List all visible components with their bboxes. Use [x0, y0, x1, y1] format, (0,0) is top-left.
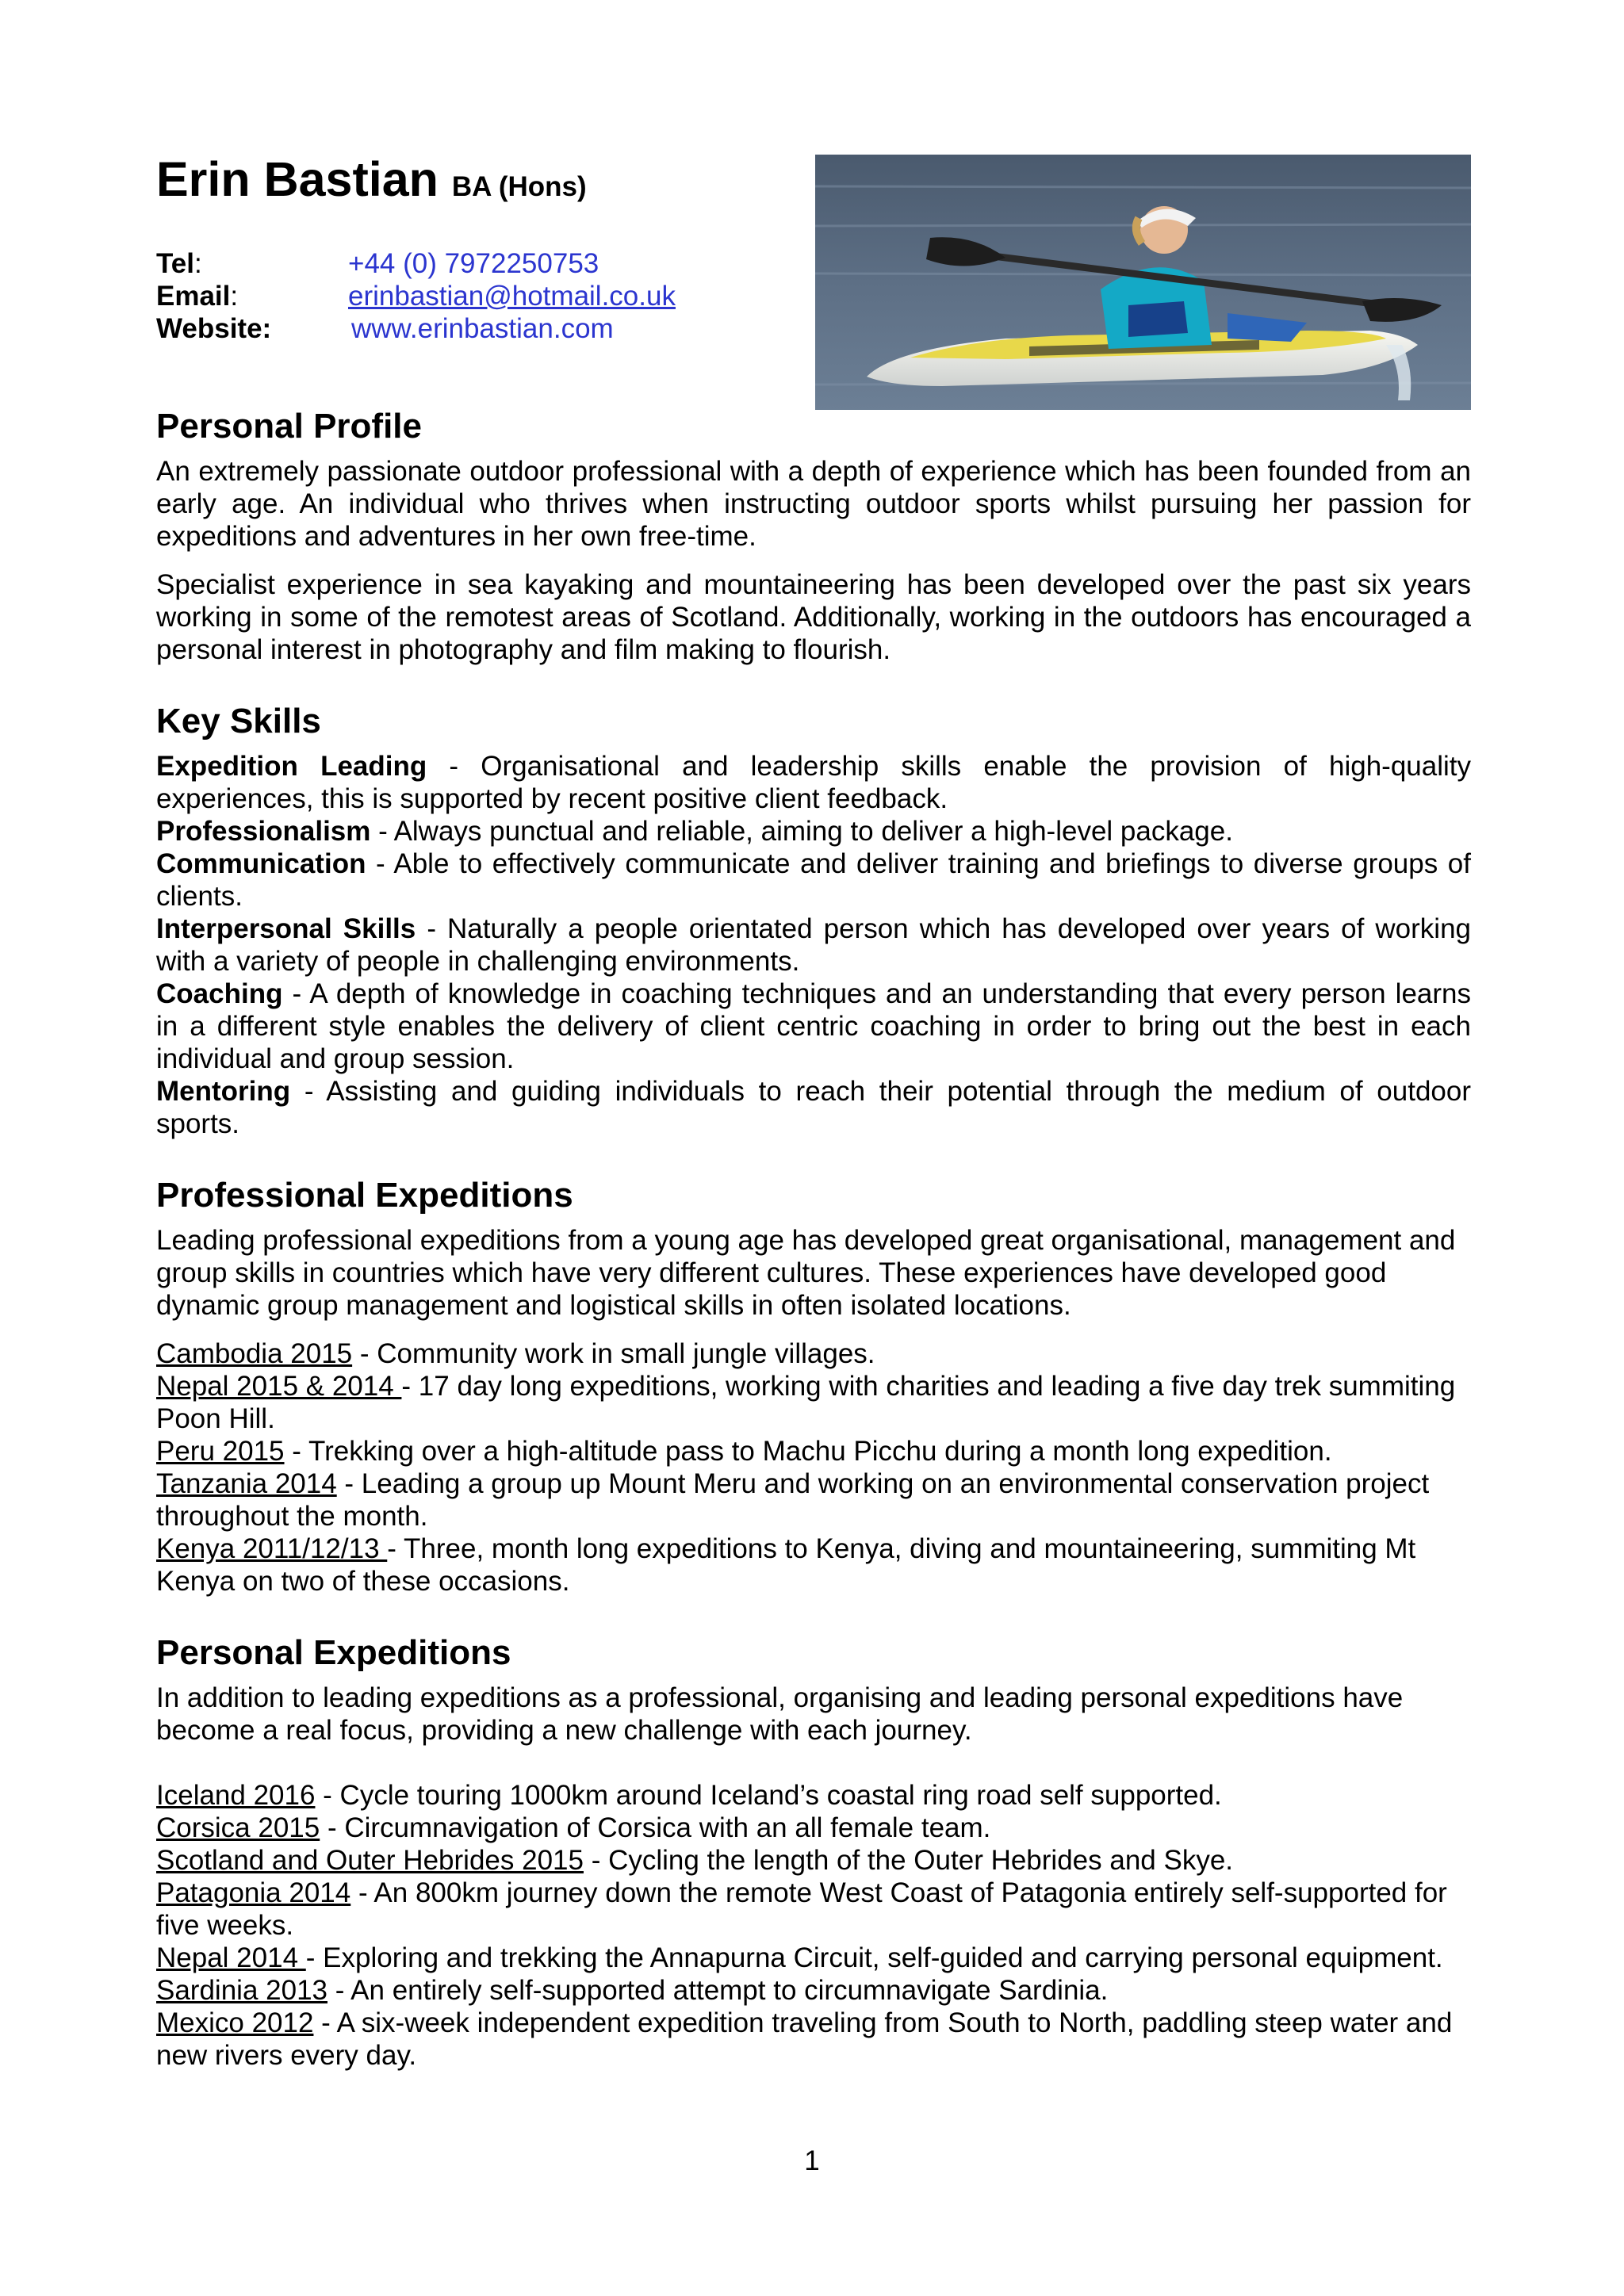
skill-title: Professionalism: [156, 816, 371, 847]
degree-text: BA (Hons): [451, 171, 587, 202]
skill-title: Coaching: [156, 978, 283, 1009]
expedition-text: - Cycle touring 1000km around Iceland’s coastal ring road self supported.: [315, 1780, 1222, 1811]
expedition-text: - Exploring and trekking the Annapurna Circuit, self-guided and carrying personal equipment.: [305, 1942, 1443, 1973]
expedition-text: - Cycling the length of the Outer Hebrides and Skye.: [583, 1845, 1234, 1876]
skill-text: - A depth of knowledge in coaching techniques and an understanding that every person learns in a different style enables the delivery of client centric coaching in order to bring out the best in each individual and group session.: [156, 978, 1471, 1074]
section-heading: Key Skills: [156, 702, 321, 740]
spacer: [156, 1747, 1471, 1779]
list-item: [156, 1075, 1471, 1140]
expedition-place: Mexico 2012: [156, 2007, 314, 2038]
professional-expeditions-section: [156, 1175, 1471, 1598]
section-heading: Personal Profile: [156, 407, 423, 446]
section-intro: In addition to leading expeditions as a professional, organising and leading personal expeditions have become a real focus, providing a new challenge with each journey.: [156, 1682, 1404, 1746]
contact-label-suffix: :: [230, 281, 239, 312]
contact-label-email: Email: [156, 281, 231, 312]
expedition-place: Nepal 2014: [156, 1942, 306, 1973]
expedition-place: Nepal 2015 & 2014: [156, 1371, 402, 1402]
expedition-place: Sardinia 2013: [156, 1975, 327, 2006]
list-item: [156, 1877, 1471, 1942]
contact-label-website: Website:: [156, 313, 272, 344]
list-item: [156, 1844, 1471, 1877]
expedition-place: Tanzania 2014: [156, 1468, 337, 1499]
list-item: [156, 815, 1471, 848]
key-skills-section: [156, 701, 1471, 1140]
skill-text: - Always punctual and reliable, aiming to deliver a high-level package.: [370, 816, 1233, 847]
skill-text: - Assisting and guiding individuals to reach their potential through the medium of outdoor sports.: [156, 1076, 1471, 1139]
expedition-place: Scotland and Outer Hebrides 2015: [156, 1845, 584, 1876]
list-item: [156, 1370, 1471, 1435]
expedition-text: - Circumnavigation of Corsica with an all female team.: [320, 1812, 991, 1843]
personal-expeditions-section: [156, 1632, 1471, 2072]
expedition-text: - A six-week independent expedition traveling from South to North, paddling steep water and new rivers every day.: [156, 2007, 1453, 2071]
list-item: [156, 1533, 1471, 1598]
list-item: [156, 1812, 1471, 1844]
skills-list: [156, 750, 1471, 1140]
page-number: 1: [804, 2145, 820, 2176]
skill-text: - Able to effectively communicate and deliver training and briefings to diverse groups of clients.: [156, 848, 1471, 912]
skill-title: Interpersonal Skills: [156, 913, 416, 944]
expedition-list: [156, 1337, 1471, 1598]
skill-title: Expedition Leading: [156, 751, 427, 782]
section-intro: Leading professional expeditions from a young age has developed great organisational, management and group skills in countries which have very different cultures. These experiences have developed good dynamic group management and logistical skills in often isolated locations.: [156, 1225, 1456, 1321]
main-content: [156, 406, 1471, 2072]
list-item: [156, 848, 1471, 913]
expedition-place: Kenya 2011/12/13: [156, 1533, 388, 1564]
list-item: [156, 1942, 1471, 1974]
list-item: [156, 2007, 1471, 2072]
contact-row-website: [156, 312, 676, 345]
expedition-text: - Leading a group up Mount Meru and working on an environmental conservation project throughout the month.: [156, 1468, 1430, 1532]
email-link[interactable]: erinbastian@hotmail.co.uk: [348, 281, 676, 312]
expedition-place: Patagonia 2014: [156, 1877, 351, 1908]
header: [156, 151, 676, 345]
expedition-text: - Three, month long expeditions to Kenya, diving and mountaineering, summiting Mt Kenya on two of these occasions.: [156, 1533, 1416, 1597]
contact-row-email: [156, 280, 676, 312]
name-text: Erin Bastian: [156, 152, 439, 206]
expedition-text: - Community work in small jungle villages.: [352, 1338, 875, 1369]
skill-title: Communication: [156, 848, 366, 879]
list-item: [156, 978, 1471, 1075]
phone-number[interactable]: +44 (0) 7972250753: [348, 248, 599, 279]
contact-label-tel: Tel: [156, 248, 194, 279]
profile-paragraph: Specialist experience in sea kayaking and mountaineering has been developed over the past six years working in some of the remotest areas of Scotland. Additionally, working in the outdoors has encouraged a personal interest in photography and film making to flourish.: [156, 569, 1471, 665]
expedition-text: - An 800km journey down the remote West Coast of Patagonia entirely self-supported for five weeks.: [156, 1877, 1447, 1941]
expedition-text: - An entirely self-supported attempt to circumnavigate Sardinia.: [327, 1975, 1109, 2006]
expedition-place: Peru 2015: [156, 1436, 285, 1467]
expedition-text: - Trekking over a high-altitude pass to Machu Picchu during a month long expedition.: [284, 1436, 1332, 1467]
skill-text: - Naturally a people orientated person which has developed over years of working with a variety of people in challenging environments.: [156, 913, 1471, 977]
profile-paragraph: An extremely passionate outdoor professional with a depth of experience which has been founded from an early age. An individual who thrives when instructing outdoor sports whilst pursuing her passion for expeditions and adventures in her own free-time.: [156, 456, 1471, 552]
page-title: [156, 151, 676, 216]
kayaker-photo: [815, 155, 1471, 410]
list-item: [156, 1468, 1471, 1533]
expedition-list: [156, 1779, 1471, 2072]
list-item: [156, 1779, 1471, 1812]
kayaker-photo-icon: [815, 155, 1471, 410]
skill-text: - Organisational and leadership skills enable the provision of high-quality experiences, this is supported by recent positive client feedback.: [156, 751, 1472, 814]
section-heading: Personal Expeditions: [156, 1633, 511, 1672]
list-item: [156, 750, 1471, 815]
contact-label-suffix: :: [193, 248, 202, 279]
personal-profile-section: [156, 406, 1471, 666]
expedition-text: - 17 day long expeditions, working with charities and leading a five day trek summiting Poon Hill.: [156, 1371, 1456, 1434]
contact-block: [156, 247, 676, 345]
expedition-place: Cambodia 2015: [156, 1338, 353, 1369]
section-heading: Professional Expeditions: [156, 1176, 573, 1215]
list-item: [156, 913, 1471, 978]
website-link[interactable]: www.erinbastian.com: [351, 313, 614, 344]
list-item: [156, 1435, 1471, 1468]
expedition-place: Corsica 2015: [156, 1812, 320, 1843]
list-item: [156, 1337, 1471, 1370]
contact-row-tel: [156, 247, 676, 280]
skill-title: Mentoring: [156, 1076, 291, 1107]
expedition-place: Iceland 2016: [156, 1780, 316, 1811]
list-item: [156, 1974, 1471, 2007]
